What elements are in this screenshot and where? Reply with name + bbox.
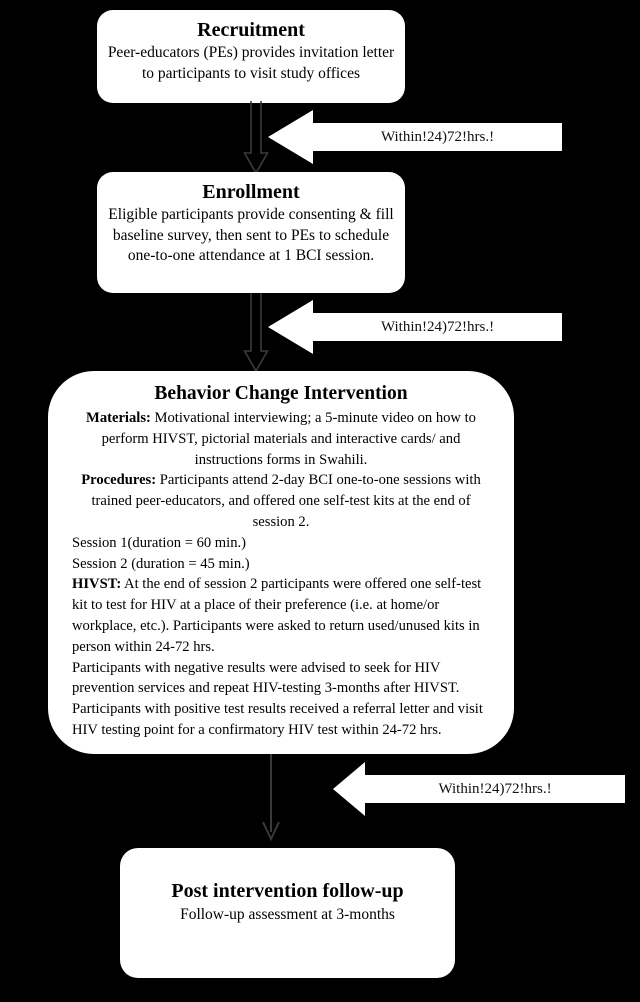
bci-negative-text: Participants with negative results were advised to seek for HIV prevention services and repeat HIV-testing 3-months after HIVST. <box>72 659 460 697</box>
bci-paragraph-negative <box>72 658 490 700</box>
bci-session1-text: Session 1(duration = 60 min.) <box>72 534 247 551</box>
bci-materials-text: Motivational interviewing; a 5-minute video on how to perform HIVST, pictorial materials and interactive cards/ and instructions forms in Swahili. <box>101 410 476 468</box>
bci-title: Behavior Change Intervention <box>154 383 408 404</box>
enrollment-box <box>97 172 405 293</box>
bci-session2-text: Session 2 (duration = 45 min.) <box>72 555 250 572</box>
bci-procedures-text: Participants attend 2-day BCI one-to-one sessions with trained peer-educators, and offered one self-test kits at the end of session 2. <box>91 472 481 530</box>
enrollment-title: Enrollment <box>202 181 300 203</box>
within-hours-label-3: Within!24)72!hrs.! <box>438 781 552 797</box>
bci-box <box>48 371 514 754</box>
down-arrow-icon-1 <box>241 101 271 175</box>
down-arrow-icon-2 <box>241 293 271 373</box>
bci-paragraph-positive <box>72 699 490 741</box>
bci-hivst-text: At the end of session 2 participants were offered one self-test kit to test for HIV at a place of their preference (i.e. at home/or workplace, etc.). Participants were asked to return used/unused kits in person within 24-72 hrs. <box>72 576 482 655</box>
recruitment-title: Recruitment <box>197 19 305 41</box>
enrollment-body: Eligible participants provide consenting & fill baseline survey, then sent to PEs to schedule one-to-one attendance at 1 BCI session. <box>108 206 394 264</box>
recruitment-body: Peer-educators (PEs) provides invitation letter to participants to visit study offices <box>107 44 395 82</box>
bci-paragraph-session1 <box>72 533 490 554</box>
followup-title: Post intervention follow-up <box>171 880 404 902</box>
bci-procedures-label: Procedures: <box>81 472 157 489</box>
bci-paragraph-procedures <box>72 470 490 532</box>
within-hours-label-1: Within!24)72!hrs.! <box>380 129 495 145</box>
bci-paragraph-materials <box>72 408 490 470</box>
followup-box <box>120 848 455 978</box>
bci-paragraph-hivst <box>72 574 490 657</box>
bci-materials-label: Materials: <box>86 410 151 426</box>
bci-positive-text: Participants with positive test results received a referral letter and visit HIV testing point for a confirmatory HIV test within 24-72 hrs. <box>72 701 483 738</box>
recruitment-box <box>97 10 405 103</box>
bci-paragraph-session2 <box>72 554 490 575</box>
followup-body: Follow-up assessment at 3-months <box>180 906 395 923</box>
within-hours-label-2: Within!24)72!hrs.! <box>380 319 495 335</box>
bci-hivst-label: HIVST: <box>72 576 122 593</box>
down-arrow-icon-3 <box>258 754 284 842</box>
